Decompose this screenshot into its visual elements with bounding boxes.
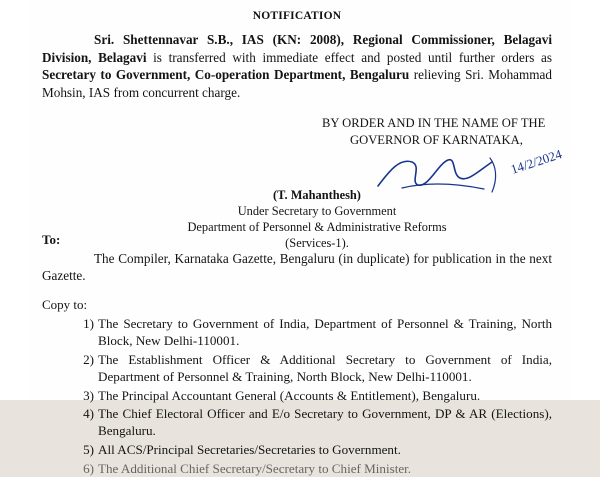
signatory-designation: Under Secretary to Government xyxy=(237,203,397,218)
to-label: To: xyxy=(42,231,61,247)
by-order-line-2: GOVERNOR OF KARNATAKA, xyxy=(350,132,523,147)
document-sheet xyxy=(28,0,572,476)
to-text: The Compiler, Karnataka Gazette, Bengaluru (in duplicate) for publication in the next Gazette. xyxy=(42,250,552,284)
list-item: The Establishment Officer & Additional Secretary to Government of India, Department of Personnel & Training, North Block, New Delhi-110001. xyxy=(98,351,552,384)
copy-to-label: Copy to: xyxy=(42,297,88,312)
list-item: The Principal Accountant General (Accounts & Entitlement), Bengaluru. xyxy=(98,387,481,403)
paragraph-segment-4: relieving Sri. Mohammad Mohsin, IAS from concurrent charge. xyxy=(42,67,552,100)
by-order-block xyxy=(42,115,552,148)
page-title: NOTIFICATION xyxy=(252,10,342,22)
list-item: The Additional Chief Secretary/Secretary to Chief Minister. xyxy=(98,460,412,476)
notification-paragraph xyxy=(42,31,552,101)
list-item: The Chief Electoral Officer and E/o Secretary to Government, DP & AR (Elections), Bengaluru. xyxy=(98,406,552,439)
signatory-section: (Services-1). xyxy=(285,235,349,250)
list-item: The Secretary to Government of India, Department of Personnel & Training, North Block, New Delhi-110001. xyxy=(98,316,552,349)
paragraph-segment-2: is transferred with immediate effect and posted until further orders as xyxy=(146,49,552,65)
copy-to-list xyxy=(42,315,552,477)
signature-block xyxy=(42,146,564,250)
posting-bold: Secretary to Government, Co-operation Department, Bengaluru xyxy=(42,67,410,83)
list-item: All ACS/Principal Secretaries/Secretaries to Government. xyxy=(98,441,401,457)
officer-name-bold: Sri. Shettennavar S.B., IAS (KN: 2008), Regional Commissioner, Belagavi Division, Belagavi xyxy=(42,32,552,65)
signatory-name: (T. Mahanthesh) xyxy=(273,187,361,202)
handwritten-date: 14/2/2024 xyxy=(508,146,564,177)
signatory-department: Department of Personnel & Administrative Reforms xyxy=(187,219,447,234)
by-order-line-1: BY ORDER AND IN THE NAME OF THE xyxy=(322,116,546,131)
signatory-details xyxy=(42,188,552,252)
